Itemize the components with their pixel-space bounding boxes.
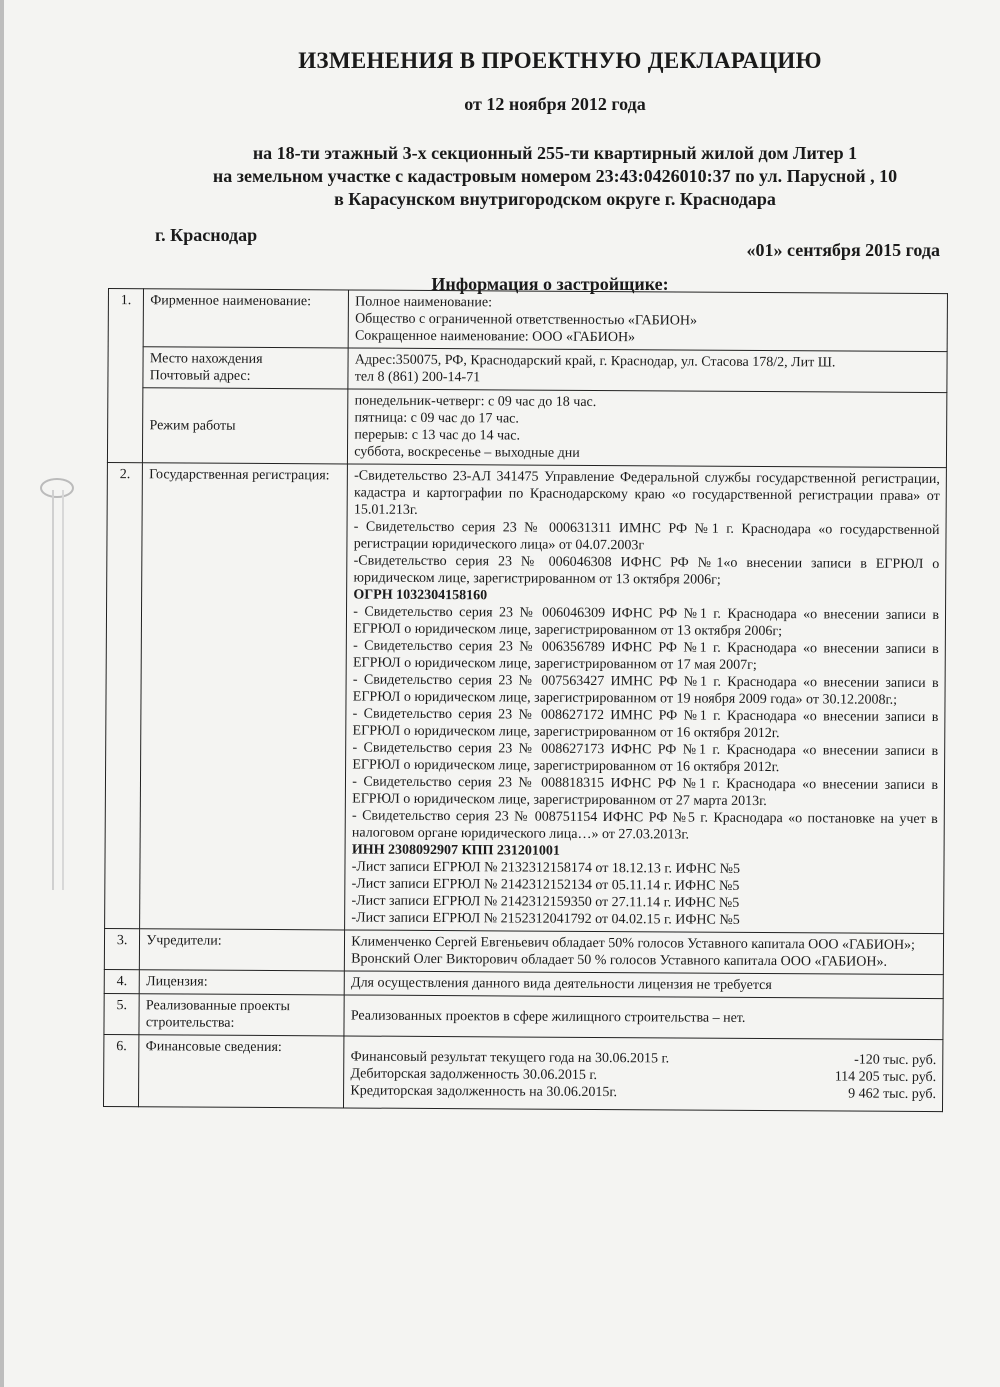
company-name <box>348 290 947 352</box>
text-line: Полное наименование: <box>355 294 493 311</box>
certificate-entry: - Свидетельство серия 23 № 000631311 ИМНС РФ №1 г. Краснодара «о государственной регистрации юридического лица» от 04.07.2003г <box>353 519 940 554</box>
egrul-sheet: -Лист записи ЕГРЮЛ № 2152312041792 от 04.02.15 г. ИФНС №5 <box>351 910 740 928</box>
section-heading: Информация о застройщике: <box>431 274 669 294</box>
text-line: Общество с ограниченной ответственностью «ГАБИОН» <box>355 311 698 329</box>
inn-kpp: ИНН 2308092907 КПП 231201001 <box>351 842 561 859</box>
row-number: 4. <box>104 969 139 993</box>
certificate-entry: - Свидетельство серия 23 № 006356789 ИФНС РФ №1 г. Краснодара «о внесении записи в ЕГРЮЛ о юридическом лице, зарегистрированном от 17 мая 2007г; <box>352 638 939 673</box>
subject-line: на 18-ти этажный 3-х секционный 255-ти квартирный жилой дом Литер 1 <box>252 143 858 163</box>
subject-line: на земельном участке с кадастровым номером 23:43:0426010:37 по ул. Парусной , 10 <box>212 166 898 186</box>
declaration-date: от 12 ноября 2012 года <box>464 94 646 114</box>
financial-item-amount: -120 тыс. руб. <box>854 1052 937 1069</box>
city: г. Краснодар <box>155 225 258 245</box>
row-label: Учредители: <box>140 929 345 971</box>
financial-item-label: Дебиторская задолженность 30.06.2015 г. <box>350 1066 598 1084</box>
text-line: пятница: с 09 час до 17 час. <box>354 410 519 427</box>
table-row <box>105 462 947 933</box>
text-line: Почтовый адрес: <box>149 368 251 384</box>
row-number: 1. <box>107 289 143 463</box>
table-row <box>104 1034 943 1111</box>
row-label: Государственная регистрация: <box>140 463 348 930</box>
document-title: ИЗМЕНЕНИЯ В ПРОЕКТНУЮ ДЕКЛАРАЦИЮ <box>298 48 822 73</box>
row-number: 2. <box>105 462 143 928</box>
financial-item-label: Кредиторская задолженность на 30.06.2015г. <box>350 1083 618 1101</box>
founder-entry: Вронский Олег Викторович обладает 50 % голосов Уставного капитала ООО «ГАБИОН». <box>351 951 888 970</box>
certificate-entry: - Свидетельство серия 23 № 008627172 ИМНС РФ №1 г. Краснодара «о внесении записи в ЕГРЮЛ о юридическом лице, зарегистрированном от 16 октября 2012г. <box>352 706 939 742</box>
registration-details <box>345 464 947 934</box>
certificate-entry: - Свидетельство серия 23 № 008751154 ИФНС РФ №5 г. Краснодара «о постановке на учет в налоговом органе юридического лица…» от 27.03.2013г. <box>351 808 938 843</box>
financial-item-amount: 114 205 тыс. руб. <box>834 1069 937 1086</box>
company-address <box>348 348 947 393</box>
text-line: суббота, воскресенье – выходные дни <box>354 444 580 461</box>
completed-projects: Реализованных проектов в сфере жилищного строительства – нет. <box>344 995 943 1040</box>
financial-item-amount: 9 462 тыс. руб. <box>848 1086 937 1103</box>
text-line: перерыв: с 13 час до 14 час. <box>354 427 521 444</box>
founders <box>345 930 944 975</box>
row-label <box>143 347 348 389</box>
row-label: Лицензия: <box>140 970 345 995</box>
certificate-entry: -Свидетельство серия 23 № 006046308 ИФНС РФ №1«о внесении записи в ЕГРЮЛ о юридическом лице, зарегистрированном от 13 октября 2006г; <box>353 553 940 588</box>
egrul-sheet: -Лист записи ЕГРЮЛ № 2142312159350 от 27.11.14 г. ИФНС №5 <box>351 893 740 911</box>
project-subject <box>150 142 960 211</box>
row-number: 6. <box>104 1034 140 1106</box>
ogrn-number: ОГРН 1032304158160 <box>353 587 488 604</box>
license-info: Для осуществления данного вида деятельности лицензия не требуется <box>344 971 943 999</box>
text-line: Сокращенное наименование: ООО «ГАБИОН» <box>354 328 636 346</box>
table-row <box>104 993 943 1039</box>
row-label: Финансовые сведения: <box>139 1035 344 1108</box>
table-row <box>107 388 946 468</box>
certificate-entry: - Свидетельство серия 23 № 008818315 ИФНС РФ №1 г. Краснодара «о внесении записи в ЕГРЮЛ о юридическом лице, зарегистрированном от 27 марта 2013г. <box>352 774 939 810</box>
financial-item <box>350 1082 936 1103</box>
text-line: Место нахождения <box>149 351 263 367</box>
founder-entry: Клименченко Сергей Евгеньевич обладает 50% голосов Уставного капитала ООО «ГАБИОН»; <box>351 934 916 953</box>
row-label: Реализованные проекты строительства: <box>139 994 344 1036</box>
binding-cord <box>52 490 64 890</box>
row-number: 5. <box>104 993 140 1034</box>
row-number: 3. <box>104 928 140 969</box>
certificate-entry: - Свидетельство серия 23 № 008627173 ИФНС РФ №1 г. Краснодара «о внесении записи в ЕГРЮЛ о юридическом лице, зарегистрированном от 16 октября 2012г. <box>352 740 939 776</box>
financial-info <box>344 1036 943 1112</box>
text-line: Адрес:350075, РФ, Краснодарский край, г. Краснодар, ул. Стасова 178/2, Лит Ш. <box>354 352 836 371</box>
certificate-entry: - Свидетельство серия 23 № 007563427 ИМНС РФ №1 г. Краснодара «о внесении записи в ЕГРЮЛ о юридическом лице, зарегистрированном от 19 ноября 2009 года» от 30.12.2008г.; <box>352 672 939 708</box>
table-row <box>104 928 943 974</box>
row-label: Режим работы <box>143 388 348 464</box>
text-line: понедельник-четверг: с 09 час до 18 час. <box>354 393 597 410</box>
egrul-sheet: -Лист записи ЕГРЮЛ № 2132312158174 от 18.12.13 г. ИФНС №5 <box>351 859 741 877</box>
text-line: тел 8 (861) 200-14-71 <box>354 369 481 386</box>
row-label: Фирменное наименование: <box>143 289 348 348</box>
financial-item-label: Финансовый результат текущего года на 30.06.2015 г. <box>350 1049 670 1067</box>
table-row <box>108 347 947 393</box>
certificate-entry: - Свидетельство серия 23 № 006046309 ИФНС РФ №1 г. Краснодара «о внесении записи в ЕГРЮЛ о юридическом лице, зарегистрированном от 13 октября 2006г; <box>353 604 940 640</box>
egrul-sheet: -Лист записи ЕГРЮЛ № 2142312152134 от 05.11.14 г. ИФНС №5 <box>351 876 740 894</box>
table-row <box>108 289 947 352</box>
page-edge-shadow <box>0 0 4 1387</box>
subject-line: в Карасунском внутригородском округе г. Краснодара <box>334 189 776 209</box>
working-hours <box>348 389 947 468</box>
signed-date: «01» сентября 2015 года <box>746 240 940 260</box>
developer-info-table <box>103 288 948 1112</box>
certificate-entry: -Свидетельство 23-АЛ 341475 Управление Федеральной службы государственной регистрации, кадастра и картографии по Краснодарскому краю «о государственной регистрации права» от 15.01.213г. <box>353 468 940 518</box>
